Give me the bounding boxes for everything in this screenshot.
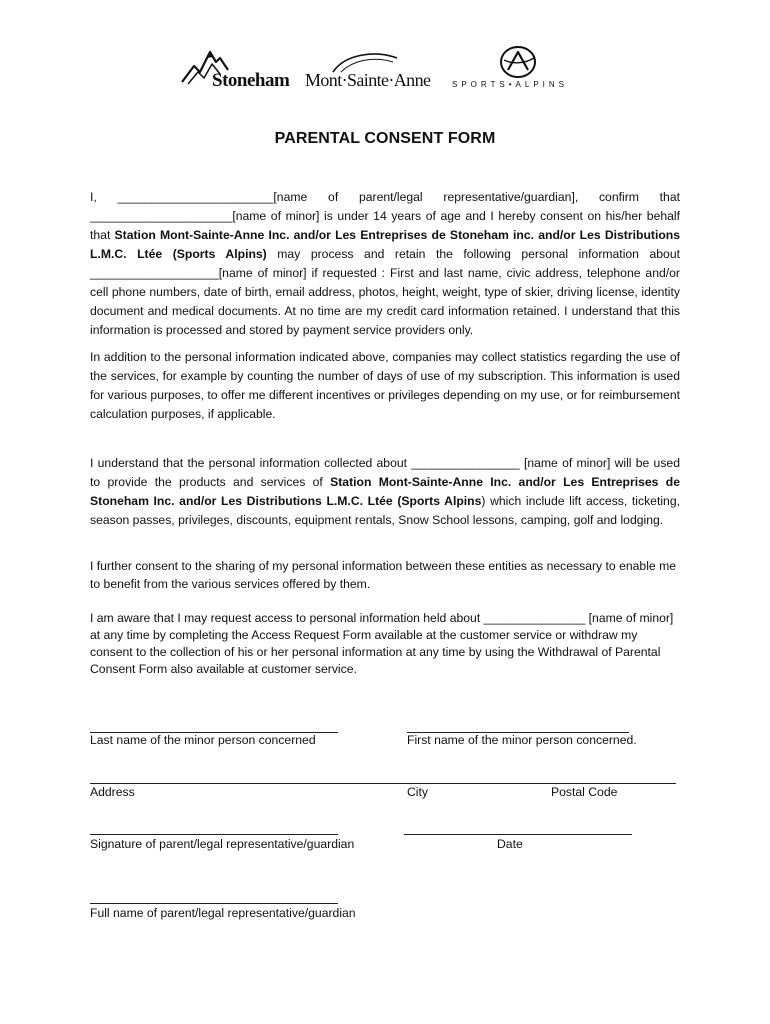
sports-alpins-logo <box>452 46 602 90</box>
usage-text-start: I understand that the personal information collected about ________________ [name of minor] will be used to provide the products and services of <box>90 456 680 489</box>
sharing-paragraph: I further consent to the sharing of my personal information between these entities as necessary to enable me to benefit from the various services offered by them. <box>90 559 677 591</box>
sports-alpins-wordmark: SPORTS•ALPINS <box>452 80 569 89</box>
statistics-paragraph: In addition to the personal information indicated above, companies may collect statistics regarding the use of the services, for example by counting the number of days of use of my subscription. This information is used for various purposes, to offer me different incentives or privileges depending on my use, or for reimbursement calculation purposes, if applicable. <box>90 350 680 421</box>
stoneham-logo <box>180 44 288 92</box>
mont-sainte-anne-wordmark: Mont·Sainte·Anne <box>305 70 431 90</box>
city-label: City <box>407 785 428 799</box>
consent-text-start: I, _______________________[name of parent/legal representative/guardian], confirm that _____________________[name of minor] is under 14 years of age and I hereby consent on his/her behalf that <box>90 190 680 242</box>
company-names: Station Mont-Sainte-Anne Inc. and/or Les Entreprises de Stoneham inc. and/or Les Distributions L.M.C. Ltée (Sports Alpins) <box>90 228 681 261</box>
usage-text-end: ) which include lift access, ticketing, season passes, privileges, discounts, equipment rentals, Snow School lessons, camping, golf and lodging. <box>90 494 680 527</box>
consent-text-end: may process and retain the following personal information about ___________________[name of minor] if requested : First and last name, civic address, telephone and/or cell phone numbers, date of birth, email address, photos, height, weight, type of skier, driving license, identity document and medical documents. At no time are my credit card information retained. I understand that this information is processed and stored by payment service providers only. <box>90 247 680 337</box>
postal-code-label: Postal Code <box>551 785 618 799</box>
full-name-line[interactable] <box>90 903 338 904</box>
last-name-label: Last name of the minor person concerned <box>90 733 316 747</box>
logo-bar <box>180 40 600 95</box>
address-line[interactable] <box>90 783 676 784</box>
date-label: Date <box>497 837 523 851</box>
stoneham-wordmark: Stoneham <box>212 70 290 91</box>
first-name-label: First name of the minor person concerned. <box>407 733 637 747</box>
date-line[interactable] <box>404 834 632 835</box>
mont-sainte-anne-logo <box>305 50 430 90</box>
full-name-label: Full name of parent/legal representative/guardian <box>90 906 356 920</box>
signature-line[interactable] <box>90 834 338 835</box>
signature-label: Signature of parent/legal representative/guardian <box>90 837 355 851</box>
page-title: PARENTAL CONSENT FORM <box>274 130 496 147</box>
company-names: Station Mont-Sainte-Anne Inc. and/or Les Entreprises de Stoneham Inc. and/or Les Distributions L.M.C. Ltée (Sports Alpins <box>90 475 680 508</box>
address-label: Address <box>90 785 135 799</box>
usage-paragraph <box>90 454 680 530</box>
sports-alpins-emblem-icon <box>452 46 602 80</box>
consent-paragraph <box>90 188 680 340</box>
access-paragraph: I am aware that I may request access to personal information held about _______________ [name of minor] at any time by completing the Access Request Form available at the customer service or withdraw my consent to the collection of his or her personal information at any time by using the Withdrawal of Parental Consent Form also available at customer service. <box>90 611 674 676</box>
